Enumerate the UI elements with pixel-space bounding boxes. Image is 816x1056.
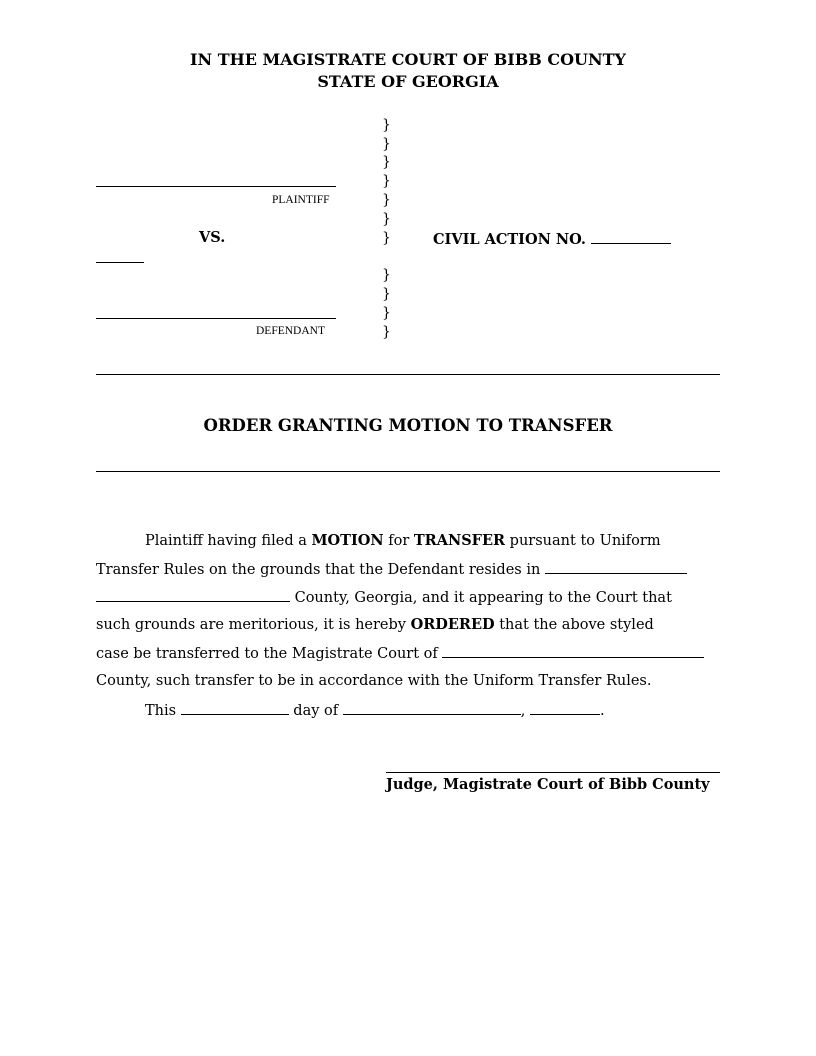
vs-label: VS. [199,229,226,246]
plaintiff-label: PLAINTIFF [272,194,330,206]
body-line [145,531,661,551]
caption-short-line [96,262,144,263]
body-line [96,559,687,580]
caption-brace: } [382,211,391,227]
body-line [96,671,651,691]
divider [96,374,720,375]
caption-brace: } [382,267,391,283]
body-text: such grounds are meritorious, it is hereby [96,617,411,633]
plaintiff-name-line[interactable] [96,186,336,187]
caption-brace: } [382,173,391,189]
body-line [96,587,672,608]
year-blank[interactable] [530,700,600,715]
caption-brace: } [382,136,391,152]
caption-brace: } [382,154,391,170]
body-text: day of [288,703,343,719]
civil-action-number [433,229,671,248]
body-line [96,615,654,635]
county-of-residence-blank[interactable] [545,559,687,574]
defendant-name-line[interactable] [96,318,336,319]
body-text: case be transferred to the Magistrate Court of [96,646,443,662]
body-text: , [520,703,530,719]
body-text: Transfer Rules on the grounds that the Defendant resides in [96,562,545,578]
month-blank[interactable] [343,700,521,715]
body-text: County, Georgia, and it appearing to the Court that [290,590,672,606]
day-blank[interactable] [181,700,289,715]
body-text: This [145,703,181,719]
civil-action-label: CIVIL ACTION NO. [433,231,586,248]
judge-signature-line[interactable] [386,772,720,773]
body-line [96,643,704,664]
body-text: Plaintiff having filed a [145,533,312,549]
caption-brace: } [382,230,391,246]
transfer-county-blank[interactable] [442,643,704,658]
body-text: County, such transfer to be in accordance with the Uniform Transfer Rules. [96,673,652,689]
state-heading: STATE OF GEORGIA [317,72,499,91]
body-bold-text: ORDERED [410,616,495,633]
caption-brace: } [382,192,391,208]
caption-brace: } [382,286,391,302]
body-text: for [383,533,414,549]
caption-brace: } [382,324,391,340]
civil-action-number-blank[interactable] [591,229,671,244]
divider [96,471,720,472]
caption-brace: } [382,305,391,321]
order-title: ORDER GRANTING MOTION TO TRANSFER [203,416,613,435]
judge-signature-label: Judge, Magistrate Court of Bibb County [386,776,710,793]
body-text: . [599,703,605,719]
body-bold-text: MOTION [311,532,384,549]
body-text: pursuant to Uniform [505,533,661,549]
body-text: that the above styled [494,617,654,633]
body-bold-text: TRANSFER [413,532,506,549]
county-of-residence-blank-continued[interactable] [96,587,290,602]
date-line [145,700,605,721]
court-name-heading: IN THE MAGISTRATE COURT OF BIBB COUNTY [190,50,626,69]
caption-brace: } [382,117,391,133]
defendant-label: DEFENDANT [256,325,325,337]
